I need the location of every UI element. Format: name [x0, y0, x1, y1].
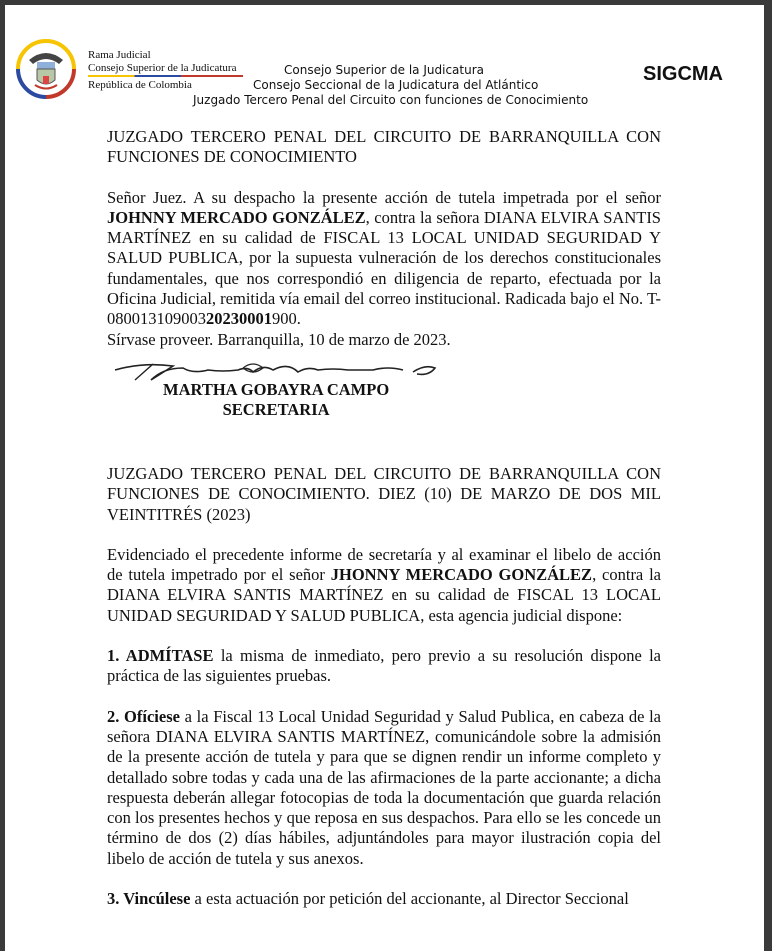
order-item-3-lead: 3. Vincúlese — [107, 889, 191, 909]
signer-name: MARTHA GOBAYRA CAMPO — [163, 379, 390, 399]
sigcma-label: SIGCMA — [643, 63, 723, 85]
ruling-intro-rest: , contra la DIANA ELVIRA SANTIS MARTÍNEZ en su calidad de FISCAL 13 LOCAL UNIDAD SEGURIDAD Y SALUD PUBLICA, esta agencia judicial dispone: — [107, 565, 661, 625]
order-item-1 — [107, 646, 661, 687]
section2-heading: JUZGADO TERCERO PENAL DEL CIRCUITO DE BARRANQUILLA CON FUNCIONES DE CONOCIMIENTO. DIEZ (10) DE MARZO DE DOS MIL VEINTITRÉS (2023) — [107, 463, 661, 524]
ruling-intro-paragraph — [107, 545, 661, 626]
section1-heading: JUZGADO TERCERO PENAL DEL CIRCUITO DE BARRANQUILLA CON FUNCIONES DE CONOCIMIENTO — [107, 127, 661, 167]
signer — [163, 380, 389, 421]
plaintiff-name-2: JHONNY MERCADO GONZÁLEZ — [330, 565, 593, 585]
colombia-coat-of-arms-icon — [15, 38, 77, 100]
order-item-2-text: a la Fiscal 13 Local Unidad Seguridad y Salud Publica, en cabeza de la señora DIANA ELVIRA SANTIS MARTÍNEZ, comunicándole sobre la admisión de la presente acción de tutela y para que se dignen rendir un informe completo y detallado sobre todas y cada una de las afirmaciones de la parte accionante; a dicha respuesta deberán allegar fotocopias de toda la documentación que guarda relación con los presentes hechos y que reposa en sus despachos. Para ello se les concede un término de dos (2) días hábiles, adjuntándoles para mayor ilustración copia del libelo de acción de tutela y sus anexos. — [107, 706, 662, 868]
order-item-1-lead: 1. ADMÍTASE — [107, 646, 214, 666]
order-item-2 — [107, 707, 661, 869]
closing-line: Sírvase proveer. Barranquilla, 10 de marzo de 2023. — [107, 329, 451, 349]
plaintiff-name: JOHNNY MERCADO GONZÁLEZ — [107, 207, 366, 227]
header-line-2: Consejo Seccional de la Judicatura del Atlántico — [253, 78, 539, 92]
signer-role: SECRETARIA — [222, 400, 330, 420]
radicado-bold: 20230001 — [206, 309, 272, 329]
brand-line-2: Consejo Superior de la Judicatura — [88, 61, 237, 74]
order-item-3 — [107, 889, 661, 909]
order-item-3-text: a esta actuación por petición del accionante, al Director Seccional — [190, 889, 629, 909]
radicado-prefix: 3 — [197, 309, 206, 329]
ruling-intro-text: Evidenciado el precedente informe de secretaría y al examinar el libelo de acción de tutela impetrado por el señor — [107, 544, 661, 585]
order-item-2-lead: 2. Ofíciese — [107, 706, 180, 726]
report-intro: Señor Juez. A su despacho la presente acción de tutela impetrada por el señor — [107, 187, 661, 207]
document-page — [5, 5, 764, 951]
brand-line-3: República de Colombia — [88, 79, 192, 91]
document-body — [107, 127, 661, 909]
signature-block — [107, 350, 661, 450]
order-item-1-text: la misma de inmediato, pero previo a su resolución dispone la práctica de las siguientes pruebas. — [107, 646, 662, 686]
report-body: , contra la señora DIANA ELVIRA SANTIS MARTÍNEZ en su calidad de FISCAL 13 LOCAL UNIDAD SEGURIDAD Y SALUD PUBLICA, por la supuesta vulneración de los derechos constitucionales fundamentales, que nos correspondió en diligencia de reparto, efectuada por la Oficina Judicial, remitida vía email del correo institucional. Radicada bajo el No. T- 08001310900 — [107, 207, 661, 329]
header-line-1: Consejo Superior de la Judicatura — [284, 63, 484, 77]
header-line-3: Juzgado Tercero Penal del Circuito con funciones de Conocimiento — [193, 93, 589, 107]
header-institution-text — [185, 63, 615, 108]
secretary-report-paragraph — [107, 188, 661, 330]
radicado-suffix: 900. — [272, 309, 301, 329]
brand-line-1: Rama Judicial — [88, 49, 151, 61]
